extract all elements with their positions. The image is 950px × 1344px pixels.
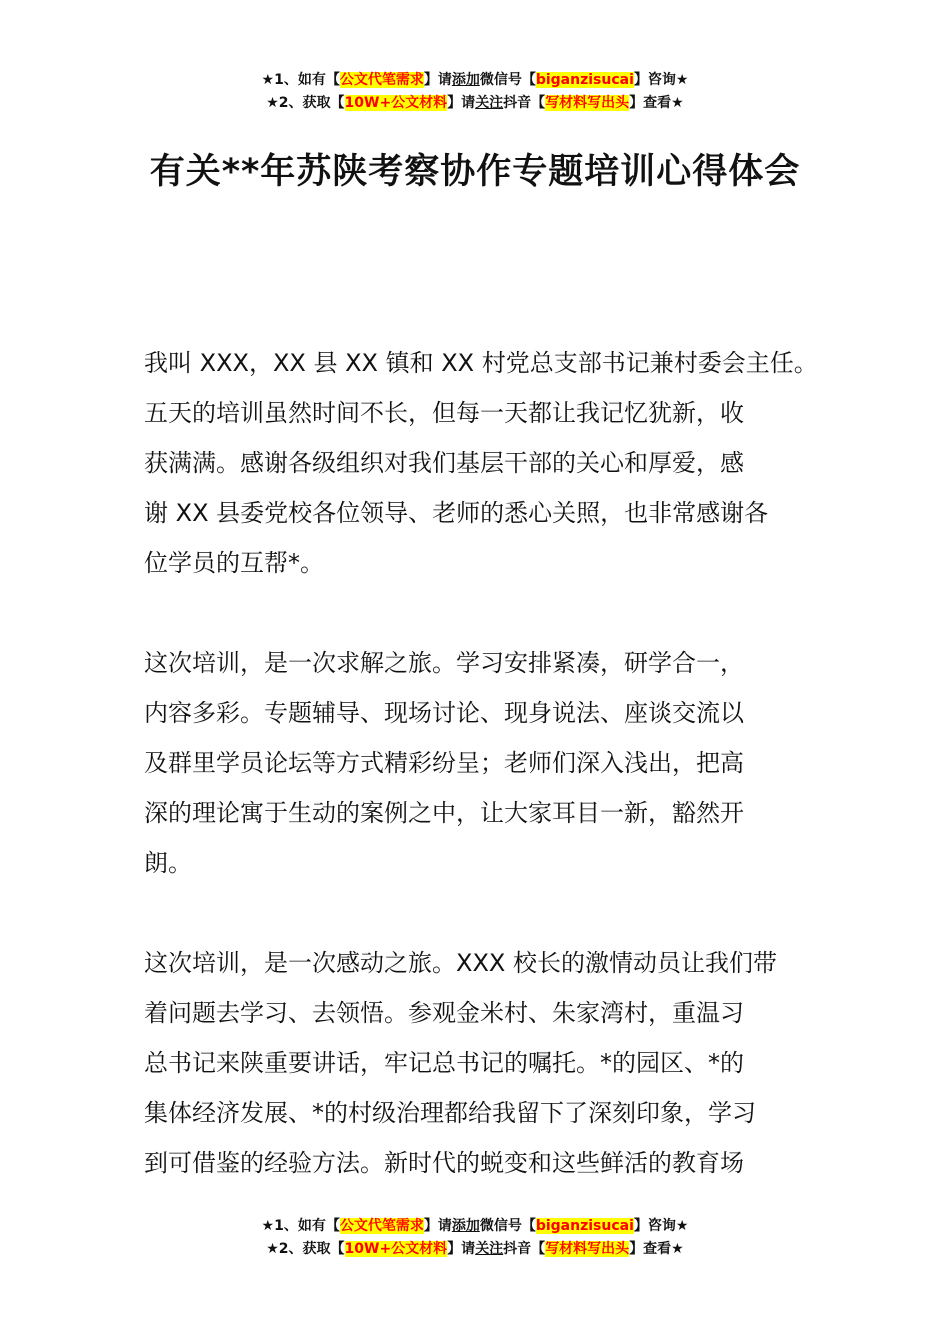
text-line: 着问题去学习、去领悟。参观金米村、朱家湾村，重温习 (144, 999, 744, 1027)
highlight-wechat-id: biganzisucai (535, 1218, 634, 1234)
promo-text: 】咨询★ (633, 1218, 689, 1234)
promo-text: 微信号【 (479, 72, 536, 88)
text-line: 深的理论寓于生动的案例之中，让大家耳目一新，豁然开 (144, 799, 744, 827)
header-promo-banner (0, 69, 950, 115)
promo-emphasis: 添加 (451, 72, 480, 88)
text-line: 到可借鉴的经验方法。新时代的蜕变和这些鲜活的教育场 (144, 1149, 744, 1177)
promo-line-1 (0, 69, 950, 92)
text-line: 五天的培训虽然时间不长，但每一天都让我记忆犹新，收 (144, 399, 744, 427)
promo-emphasis: 关注 (475, 1241, 504, 1257)
promo-text: ★2、获取【 (266, 95, 345, 111)
paragraph-1 (144, 338, 818, 588)
paragraph-2 (144, 638, 808, 888)
text-line: 获满满。感谢各级组织对我们基层干部的关心和厚爱，感 (144, 449, 744, 477)
footer-promo-banner (0, 1215, 950, 1261)
promo-line-2 (0, 1238, 950, 1261)
highlight-service: 公文代笔需求 (339, 1218, 424, 1234)
text-line: 朗。 (144, 849, 192, 877)
promo-text: 抖音【 (503, 1241, 546, 1257)
highlight-materials: 10W+公文材料 (344, 1241, 448, 1257)
promo-line-1 (0, 1215, 950, 1238)
promo-text: ★2、获取【 (266, 1241, 345, 1257)
highlight-douyin-account: 写材料写出头 (545, 95, 630, 111)
text-line: 集体经济发展、*的村级治理都给我留下了深刻印象，学习 (144, 1099, 756, 1127)
text-line: 谢 XX 县委党校各位领导、老师的悉心关照，也非常感谢各 (144, 499, 769, 527)
promo-text: 】咨询★ (633, 72, 689, 88)
text-line: 及群里学员论坛等方式精彩纷呈；老师们深入浅出，把高 (144, 749, 744, 777)
document-body (144, 338, 818, 1238)
promo-text: 】请 (447, 95, 476, 111)
promo-line-2 (0, 92, 950, 115)
promo-text: 微信号【 (479, 1218, 536, 1234)
text-line: 内容多彩。专题辅导、现场讨论、现身说法、座谈交流以 (144, 699, 744, 727)
paragraph-3 (144, 938, 808, 1188)
promo-text: 抖音【 (503, 95, 546, 111)
promo-text: 】查看★ (629, 95, 684, 111)
text-line: 位学员的互帮*。 (144, 549, 324, 577)
text-line: 总书记来陕重要讲话，牢记总书记的嘱托。*的园区、*的 (144, 1049, 744, 1077)
promo-text: ★1、如有【 (261, 72, 340, 88)
highlight-douyin-account: 写材料写出头 (545, 1241, 630, 1257)
highlight-wechat-id: biganzisucai (535, 72, 634, 88)
promo-text: 】查看★ (629, 1241, 684, 1257)
promo-emphasis: 关注 (475, 95, 504, 111)
text-line: 这次培训，是一次求解之旅。学习安排紧凑，研学合一， (144, 649, 744, 677)
promo-text: 】请 (423, 72, 452, 88)
promo-emphasis: 添加 (451, 1218, 480, 1234)
promo-text: 】请 (423, 1218, 452, 1234)
promo-text: 】请 (447, 1241, 476, 1257)
document-title: 有关**年苏陕考察协作专题培训心得体会 (149, 152, 801, 192)
highlight-materials: 10W+公文材料 (344, 95, 448, 111)
highlight-service: 公文代笔需求 (339, 72, 424, 88)
promo-text: ★1、如有【 (261, 1218, 340, 1234)
text-line: 这次培训，是一次感动之旅。XXX 校长的激情动员让我们带 (144, 949, 777, 977)
text-line: 我叫 XXX，XX 县 XX 镇和 XX 村党总支部书记兼村委会主任。 (144, 349, 818, 377)
